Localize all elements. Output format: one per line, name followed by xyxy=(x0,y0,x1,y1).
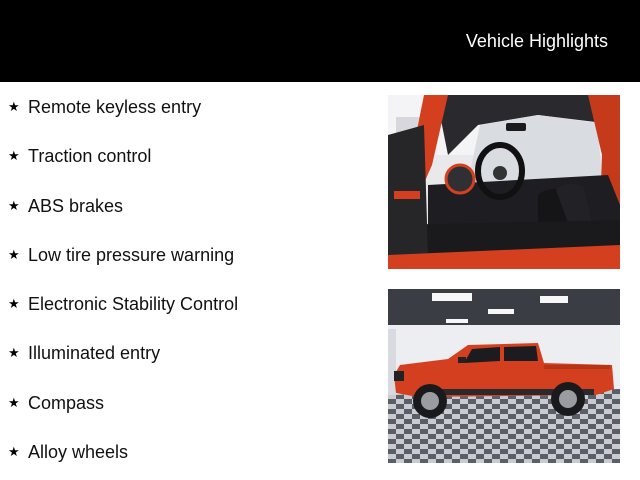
feature-item xyxy=(8,144,151,168)
page-title: Vehicle Highlights xyxy=(465,31,608,51)
feature-label: Remote keyless entry xyxy=(28,97,202,117)
feature-label: Illuminated entry xyxy=(28,343,161,363)
vehicle-exterior-side-photo[interactable] xyxy=(388,289,620,463)
feature-label: Compass xyxy=(28,393,105,413)
feature-label: Alloy wheels xyxy=(28,442,129,462)
feature-item xyxy=(8,341,160,365)
star-icon: ★ xyxy=(8,296,20,311)
feature-item xyxy=(8,243,234,267)
star-icon: ★ xyxy=(8,148,20,163)
star-icon: ★ xyxy=(8,198,20,213)
feature-label: Low tire pressure warning xyxy=(28,245,235,265)
feature-label: Traction control xyxy=(28,146,152,166)
star-icon: ★ xyxy=(8,247,20,262)
star-icon: ★ xyxy=(8,99,20,114)
star-icon: ★ xyxy=(8,395,20,410)
feature-item xyxy=(8,194,123,218)
star-icon: ★ xyxy=(8,345,20,360)
feature-item xyxy=(8,292,238,316)
feature-item xyxy=(8,440,128,464)
star-icon: ★ xyxy=(8,444,20,459)
header-bar xyxy=(0,0,640,82)
feature-item xyxy=(8,95,201,119)
exterior-image xyxy=(388,289,620,463)
interior-image xyxy=(388,95,620,269)
vehicle-interior-photo[interactable] xyxy=(388,95,620,269)
feature-label: Electronic Stability Control xyxy=(28,294,239,314)
feature-item xyxy=(8,391,104,415)
feature-label: ABS brakes xyxy=(28,196,124,216)
feature-list xyxy=(0,82,380,480)
